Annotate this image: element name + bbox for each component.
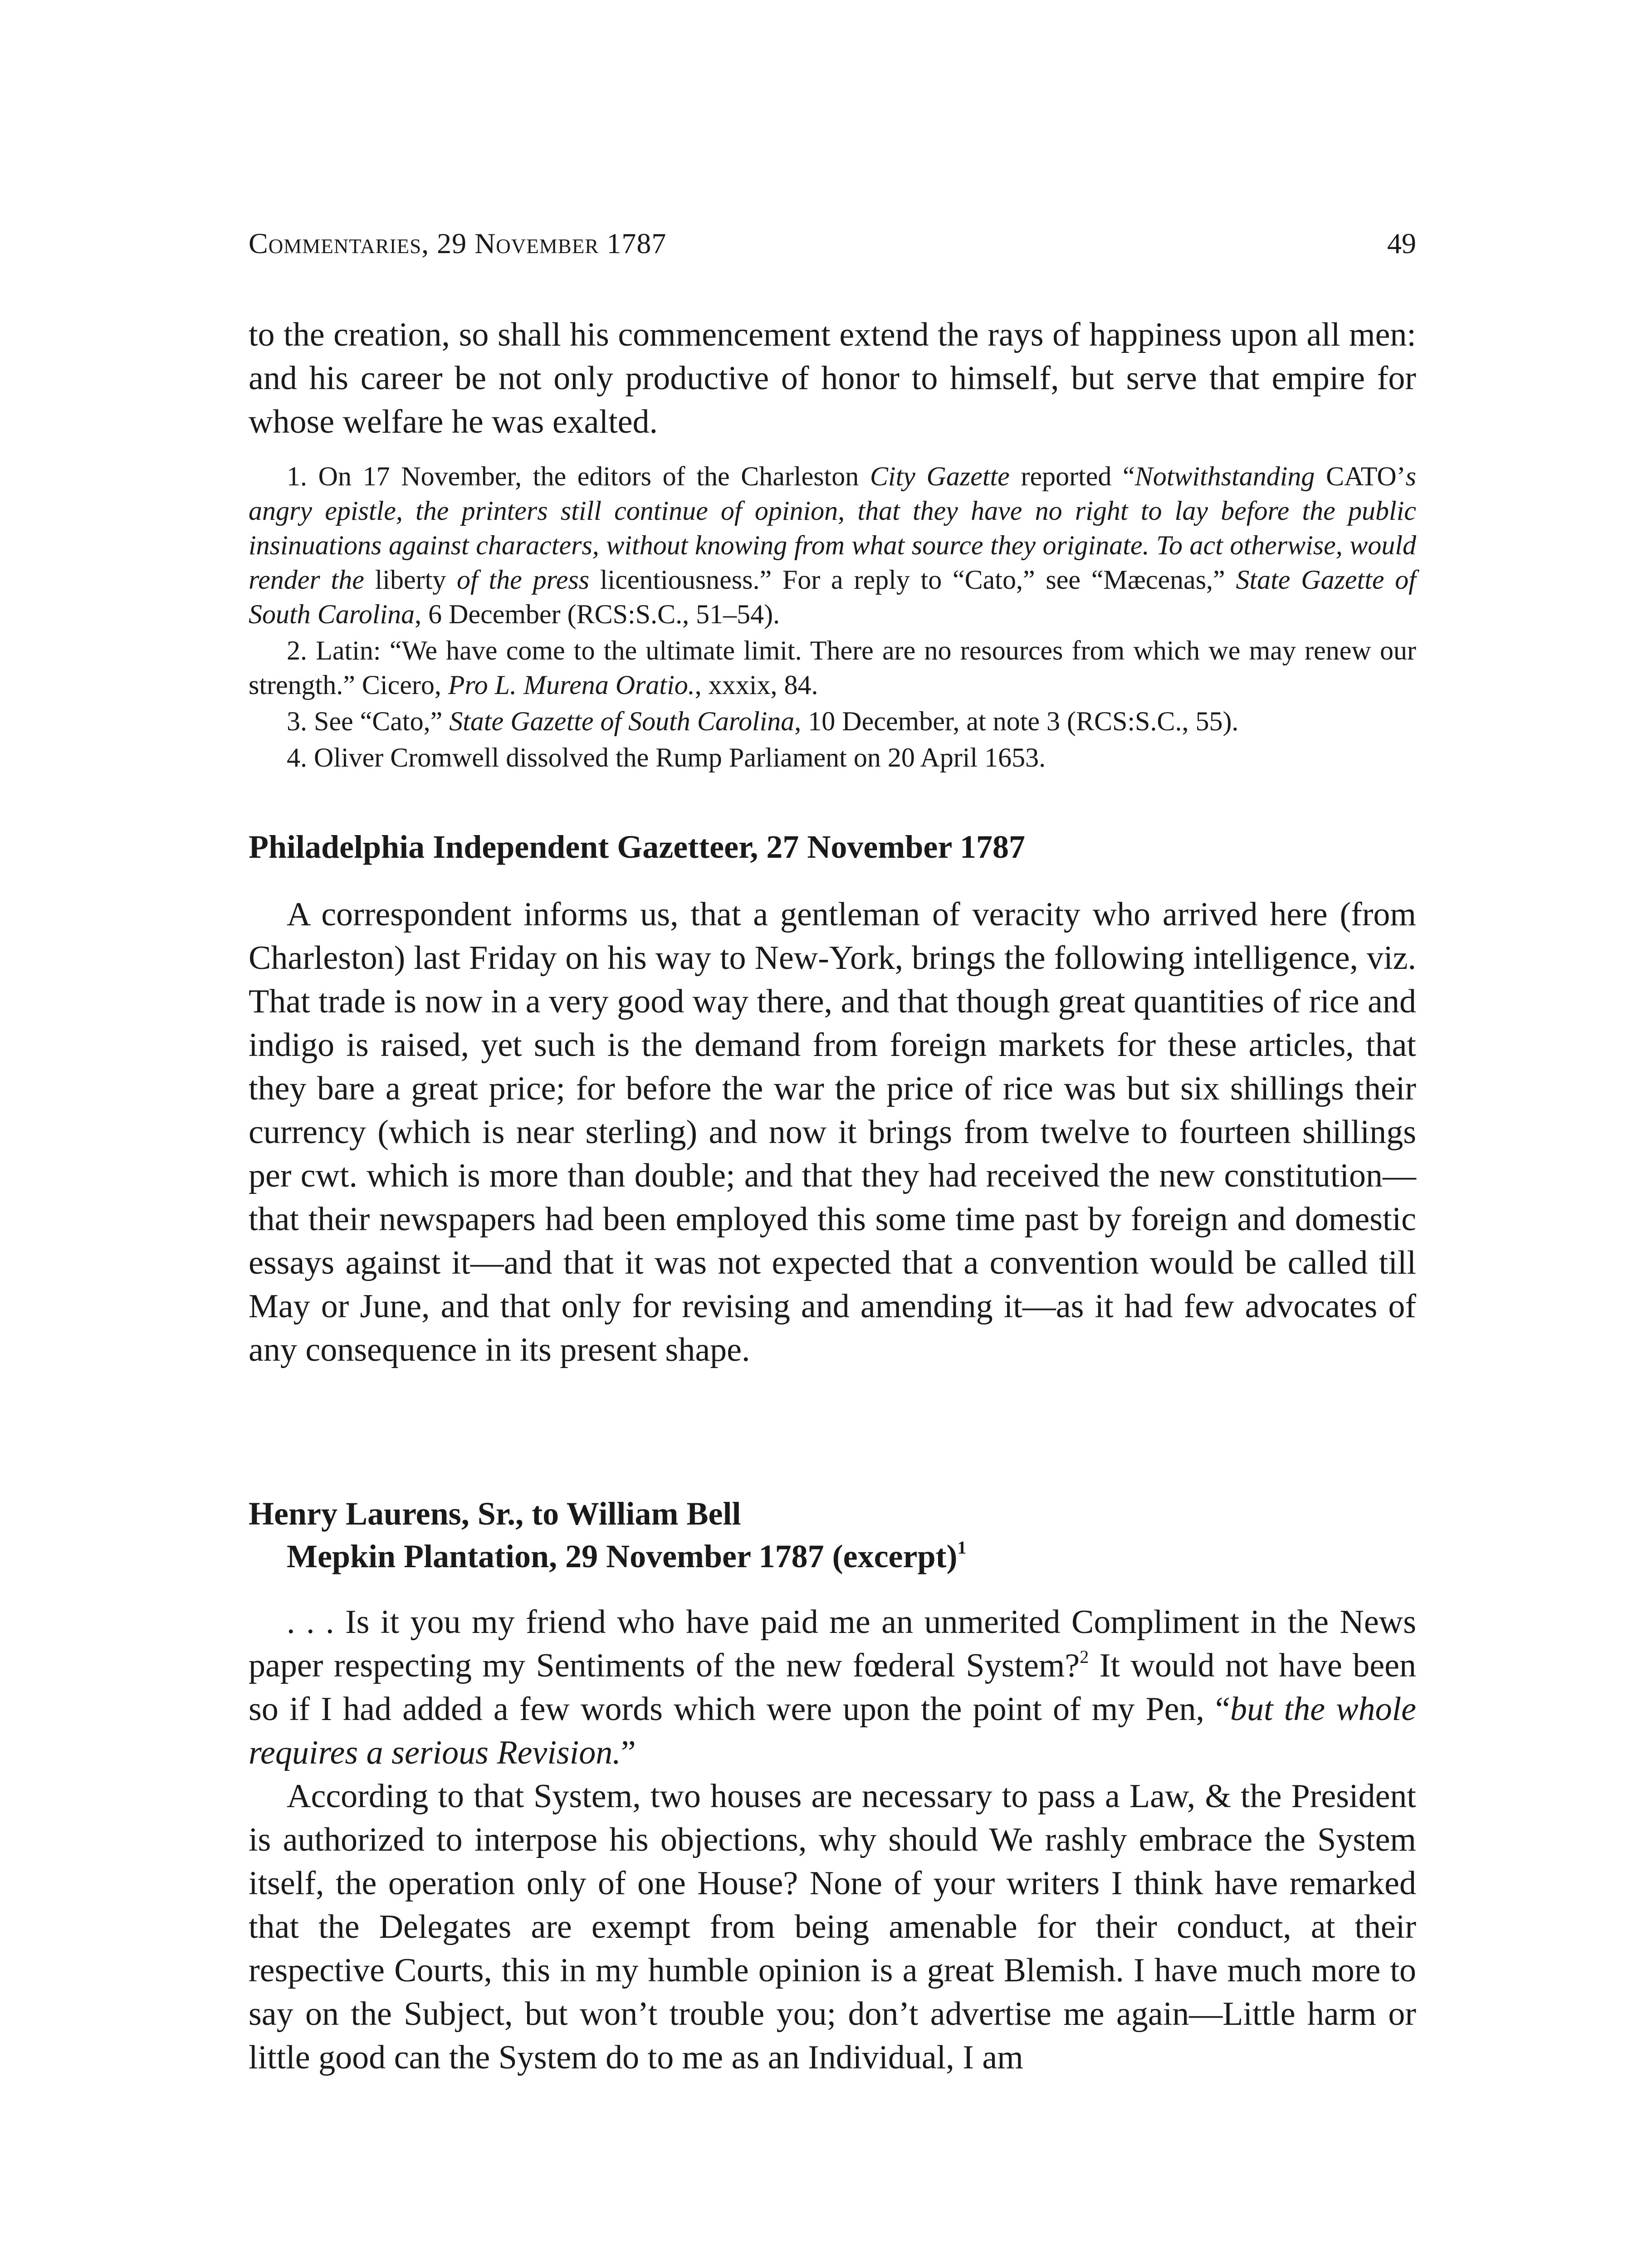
footnote-1-text: Notwithstanding: [1134, 461, 1315, 491]
footnote-1: [249, 459, 1416, 631]
footnote-1-text: reported “: [1009, 461, 1135, 491]
footnote-3-text: , 10 December, at note 3 (RCS:S.C., 55).: [794, 706, 1239, 736]
laurens-paragraph-2: According to that System, two houses are necessary to pass a Law, & the President is authorized to interpose his objections, why should We rashly embrace the System itself, the operation only of one House? None of your writers I think have remarked that the Delegates are exempt from being amenable for their conduct, at their respective Courts, this in my humble opinion is a great Blemish. I have much more to say on the Subject, but won’t trouble you; don’t advertise me again—Little harm or little good can the System do to me as an Individual, I am: [249, 1778, 1416, 2076]
footnote-2-text: 2. Latin: “We have come to the ultimate limit. There are no resources from which we may renew our strength.” Cicero,: [249, 635, 1416, 700]
running-head-title: Commentaries, 29 November 1787: [249, 227, 667, 259]
footnote-3-text: 3. See “Cato,”: [287, 706, 450, 736]
footnotes: [249, 459, 1416, 777]
laurens-p1-italic: but the whole requires a serious Revision.: [249, 1691, 1416, 1771]
footnote-3: [249, 704, 1416, 738]
heading-footnote-ref: 1: [957, 1537, 967, 1558]
footnote-1-text: , 6 December (RCS:S.C., 51–54).: [415, 599, 780, 629]
section-gazetteer-body: [249, 893, 1416, 1372]
heading-laurens-line1: Henry Laurens, Sr., to William Bell: [249, 1496, 741, 1532]
footnote-2-text: , xxxix, 84.: [694, 670, 818, 700]
footnote-2: [249, 633, 1416, 702]
laurens-p1-text: It would not have been so if I had added a few words which were upon the point of my Pen, “: [249, 1647, 1417, 1728]
footnote-4: 4. Oliver Cromwell dissolved the Rump Parliament on 20 April 1653.: [287, 743, 1046, 772]
laurens-paragraph-1: [249, 1600, 1416, 1774]
footnote-3-text: State Gazette of South Carolina: [449, 706, 795, 736]
footnote-1-text: liberty: [375, 565, 446, 595]
running-head: [249, 227, 1416, 268]
section-heading-gazetteer: Philadelphia Independent Gazetteer, 27 November 1787: [249, 829, 1025, 865]
footnote-1-text: 1. On 17 November, the editors of the Charleston: [287, 461, 870, 491]
laurens-p1-text: ”: [621, 1734, 636, 1771]
section-heading-laurens: [249, 1492, 1416, 1578]
footnote-2-text: Pro L. Murena Oratio.: [448, 670, 695, 700]
footnote-1-text: City Gazette: [870, 461, 1010, 491]
page-number: 49: [1387, 227, 1416, 259]
heading-laurens-line2-text: Mepkin Plantation, 29 November 1787 (excerpt): [287, 1538, 958, 1574]
heading-laurens-line2: [249, 1535, 1416, 1578]
laurens-p1-text: . . . Is it you my friend who have paid me an unmerited Compliment in the News paper respecting my Sentiments of the new fœderal System?: [249, 1603, 1416, 1684]
footnote-1-text: s angry epistle, the printers still continue of opinion, that they have no right to lay before the public insinuations against characters, without knowing from what source they originate. To act otherwise, would render the: [249, 461, 1417, 595]
footnote-1-text: CATO’: [1326, 461, 1406, 491]
footnote-1-text: of the press: [446, 565, 590, 595]
footnote-1-text: State Gazette of South Carolina: [249, 565, 1416, 629]
section-laurens-body: [249, 1600, 1416, 2079]
footnote-1-text: licentiousness.” For a reply to “Cato,” see “Mæcenas,”: [589, 565, 1236, 595]
continuation-paragraph: [249, 313, 1416, 444]
footnote-ref: 2: [1080, 1647, 1089, 1667]
gazetteer-paragraph: A correspondent informs us, that a gentleman of veracity who arrived here (from Charleston) last Friday on his way to New-York, brings the following intelligence, viz. That trade is now in a very good way there, and that though great quantities of rice and indigo is raised, yet such is the demand from foreign markets for these articles, that they bare a great price; for before the war the price of rice was but six shillings their currency (which is near sterling) and now it brings from twelve to fourteen shillings per cwt. which is more than double; and that they had received the new constitution—that their newspapers had been employed this some time past by foreign and domestic essays against it—and that it was not expected that a convention would be called till May or June, and that only for revising and amending it—as it had few advocates of any consequence in its present shape.: [249, 896, 1416, 1369]
continuation-text: to the creation, so shall his commencement extend the rays of happiness upon all men: and his career be not only productive of honor to himself, but serve that empire for whose welfare he was exalted.: [249, 316, 1416, 440]
